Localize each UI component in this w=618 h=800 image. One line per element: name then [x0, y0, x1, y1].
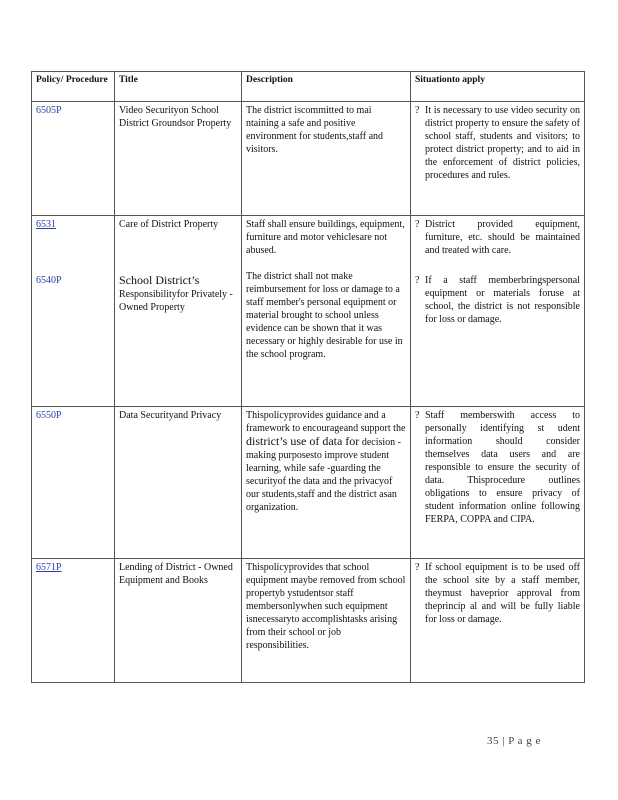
title-cell — [115, 216, 242, 407]
page-footer — [487, 735, 541, 747]
title-text: Care of District Property — [119, 219, 219, 230]
page-label: P a g e — [508, 735, 541, 747]
description-cell — [242, 216, 411, 407]
policy-code-cell — [32, 407, 115, 559]
table-header-row — [32, 72, 585, 102]
description-text: Staff shall ensure buildings, equipment, furniture and motor vehiclesare not abused. — [246, 219, 405, 256]
description-cell: The district iscommitted to mai ntaining a safe and positive environment for students,staff and visitors. — [242, 102, 411, 216]
table-row — [32, 102, 585, 216]
title-cell: Data Securityand Privacy — [115, 407, 242, 559]
table-row — [32, 216, 585, 407]
policy-code: 6540P — [36, 275, 62, 286]
policy-code: 6505P — [36, 105, 62, 116]
policy-code-link[interactable]: 6571P — [36, 562, 62, 573]
list-item: ? It is necessary to use video security on district property to ensure the safety of school staff, students and visitors; to protect district property; and to aid in the enforcement of district policies, procedures and rules. — [415, 105, 580, 181]
situation-cell — [411, 559, 585, 683]
header-title: Title — [115, 72, 242, 102]
list-item: ? If school equipment is to be used off the school site by a staff member, theymust haveprior approval from theprincip al and will be fully liable for loss or damage. — [415, 562, 580, 625]
list-item: ? Staff memberswith access to personally identifying st udent information should consider themselves data users and are responsible to ensure the security of data. Thisprocedure outlines obligations to ensure privacy of student information online following FERPA, COPPA and CIPA. — [415, 410, 580, 525]
list-item: ? District provided equipment, furniture, etc. should be maintained and treated with care. — [415, 218, 580, 260]
title-text: School District’s Responsibilityfor Privately -Owned Property — [119, 273, 233, 313]
policy-code-cell — [32, 102, 115, 216]
title-cell: Lending of District - Owned Equipment and Books — [115, 559, 242, 683]
footer-separator: | — [502, 735, 505, 747]
policy-code: 6550P — [36, 410, 62, 421]
header-policy: Policy/ Procedure — [32, 72, 115, 102]
bullet-icon: ? — [415, 410, 420, 421]
description-cell: Thispolicyprovides guidance and a framework to encourageand support the district’s use of data for decision -making purposesto improve student learning, while safe -guarding the securityof the data and the privacyof our students,staff and the district asan organization. — [242, 407, 411, 559]
situation-cell — [411, 102, 585, 216]
header-situation: Situationto apply — [411, 72, 585, 102]
bullet-icon: ? — [415, 105, 420, 116]
policy-code-link[interactable]: 6531 — [36, 219, 56, 230]
description-cell: Thispolicyprovides that school equipment maybe removed from school propertyb ystudentsor staff membersonlywhen such equipment isnecessaryto accomplishtasks arising from their school or job responsibilities. — [242, 559, 411, 683]
header-description: Description — [242, 72, 411, 102]
bullet-icon: ? — [415, 219, 420, 230]
table-row — [32, 559, 585, 683]
bullet-icon: ? — [415, 562, 420, 573]
table-row — [32, 407, 585, 559]
page-number: 35 — [487, 735, 499, 747]
policy-code-cell — [32, 216, 115, 407]
description-text: The district shall not make reimbursement for loss or damage to a staff member's personal equipment or material brought to school unless evidence can be shown that it was necessary or highly desirable for use in the school program. — [246, 271, 403, 360]
situation-cell — [411, 216, 585, 407]
policy-table — [31, 71, 585, 683]
policy-code-cell — [32, 559, 115, 683]
title-cell: Video Securityon School District Groundsor Property — [115, 102, 242, 216]
list-item: ? If a staff memberbringspersonal equipment or materials foruse at school, the district is not responsible for loss or damage. — [415, 275, 580, 325]
situation-cell — [411, 407, 585, 559]
bullet-icon: ? — [415, 275, 420, 286]
